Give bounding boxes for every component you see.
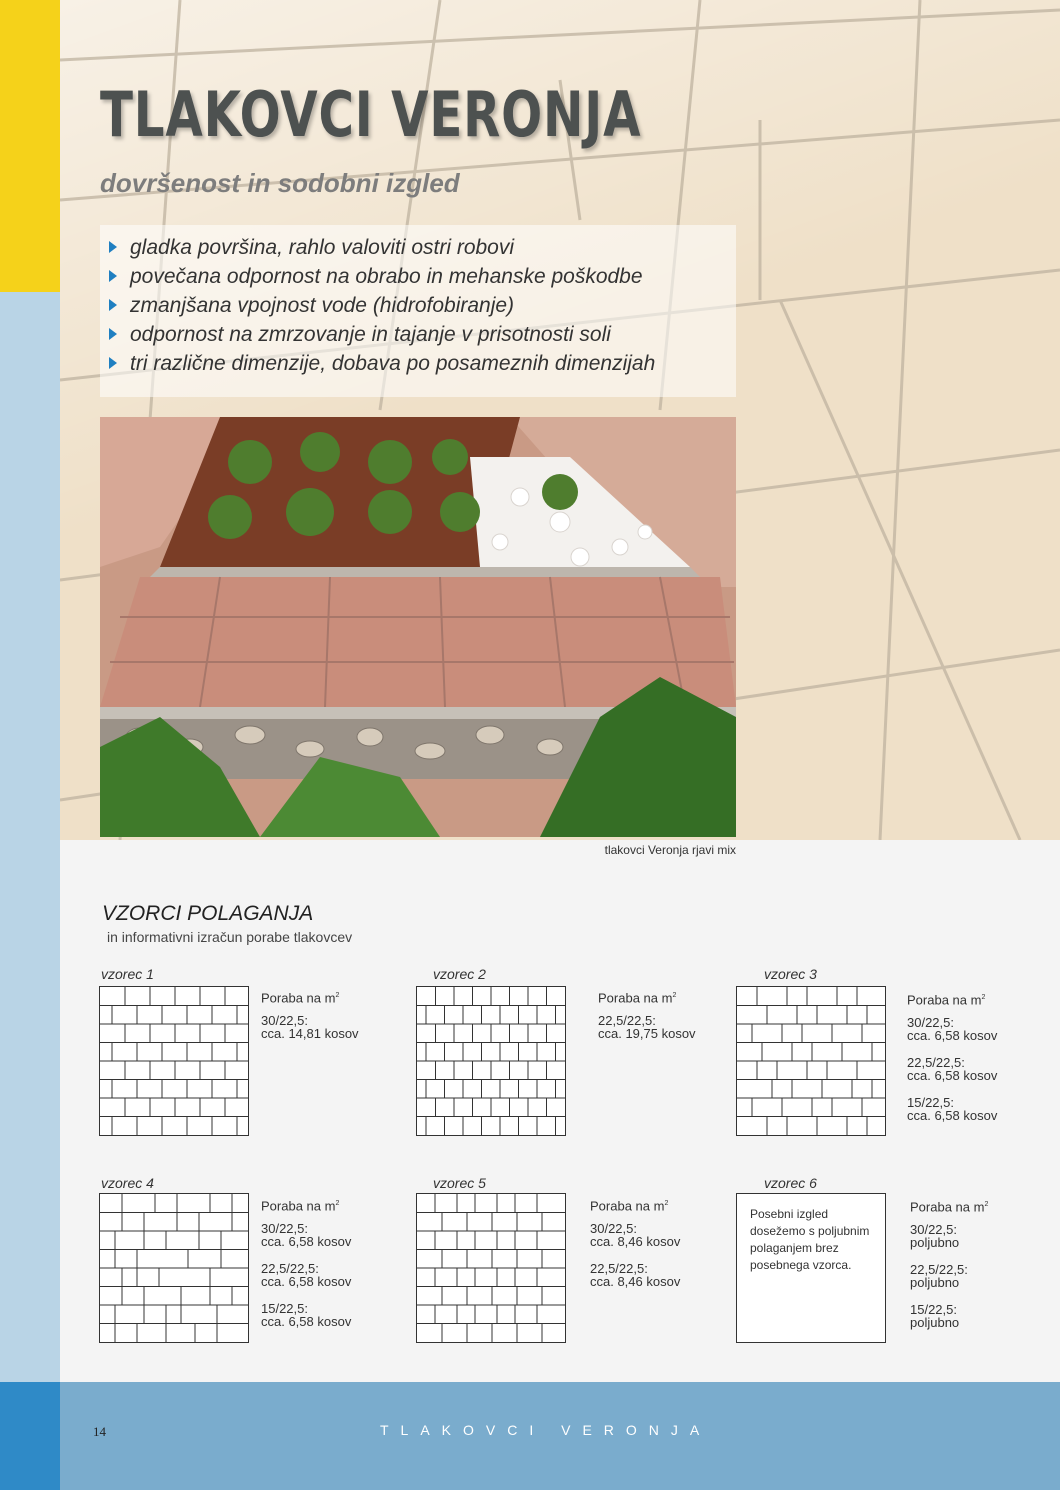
bullet-triangle-icon [109, 299, 117, 311]
pattern-3-info: Poraba na $m^2$ 30/22,5: cca. 6,58 kosov 22,5/22,5: cca. 6,58 kosov 15/22,5: cca. 6,58 kosov [907, 992, 998, 1124]
section-subtitle: in informativni izračun porabe tlakovcev [107, 929, 353, 945]
consumption-entry: 30/22,5: cca. 8,46 kosov [590, 1221, 681, 1250]
page-number: 14 [93, 1424, 106, 1439]
section-title: VZORCI POLAGANJA [102, 902, 314, 925]
side-stripe-blue [0, 292, 60, 1382]
pattern-5-diagram [416, 1193, 566, 1343]
feature-item: gladka površina, rahlo valoviti ostri robovi [106, 233, 736, 262]
pattern-4-label: vzorec 4 [101, 1175, 154, 1191]
page-subtitle: dovršenost in sodobni izgled [100, 168, 460, 198]
feature-list [100, 225, 736, 397]
consumption-entry: 30/22,5: cca. 6,58 kosov [907, 1015, 998, 1044]
footer-title: TLAKOVCI VERONJA [380, 1422, 712, 1438]
pattern-1-label: vzorec 1 [101, 966, 154, 982]
consumption-entry: 22,5/22,5: poljubno [910, 1262, 968, 1291]
pattern-3-diagram [736, 986, 886, 1136]
consumption-entry: 22,5/22,5: cca. 6,58 kosov [261, 1261, 352, 1290]
pattern-1-diagram [99, 986, 249, 1136]
bullet-triangle-icon [109, 328, 117, 340]
pattern-3-label: vzorec 3 [764, 966, 817, 982]
consumption-entry: 15/22,5: cca. 6,58 kosov [907, 1095, 998, 1124]
consumption-entry: 30/22,5: cca. 14,81 kosov [261, 1013, 359, 1042]
pattern-5-label: vzorec 5 [433, 1175, 486, 1191]
pattern-6-label: vzorec 6 [764, 1175, 817, 1191]
feature-item: zmanjšana vpojnost vode (hidrofobiranje) [106, 291, 736, 320]
consumption-entry: 30/22,5: poljubno [910, 1222, 960, 1251]
feature-item: povečana odpornost na obrabo in mehanske poškodbe [106, 262, 736, 291]
consumption-entry: 30/22,5: cca. 6,58 kosov [261, 1221, 352, 1250]
page-title: TLAKOVCI VERONJA [100, 78, 642, 151]
pattern-4-info: Poraba na $m^2$ 30/22,5: cca. 6,58 kosov 22,5/22,5: cca. 6,58 kosov 15/22,5: cca. 6,58 kosov [261, 1198, 352, 1330]
consumption-entry: 22,5/22,5: cca. 6,58 kosov [907, 1055, 998, 1084]
consumption-entry: 22,5/22,5: cca. 8,46 kosov [590, 1261, 681, 1290]
pattern-2-diagram [416, 986, 566, 1136]
photo-caption: tlakovci Veronja rjavi mix [604, 843, 736, 857]
pattern-2-label: vzorec 2 [433, 966, 486, 982]
pattern-6-note: Posebni izgled dosežemo s poljubnim polaganjem brez posebnega vzorca. [750, 1207, 870, 1272]
side-stripe-yellow [0, 0, 60, 292]
pattern-5-info: Poraba na $m^2$ 30/22,5: cca. 8,46 kosov 22,5/22,5: cca. 8,46 kosov [590, 1198, 681, 1290]
bullet-triangle-icon [109, 241, 117, 253]
feature-item: tri različne dimenzije, dobava po posameznih dimenzijah [106, 349, 736, 378]
consumption-entry: 15/22,5: cca. 6,58 kosov [261, 1301, 352, 1330]
bullet-triangle-icon [109, 270, 117, 282]
pattern-2-info: Poraba na $m^2$ 22,5/22,5: cca. 19,75 kosov [598, 990, 696, 1042]
pattern-4-diagram [99, 1193, 249, 1343]
pattern-1-info: Poraba na $m^2$ 30/22,5: cca. 14,81 kosov [261, 990, 359, 1042]
pattern-6-info: Poraba na $m^2$ 30/22,5: poljubno 22,5/22,5: poljubno 15/22,5: poljubno [910, 1199, 989, 1331]
side-stripe-dark-blue [0, 1382, 60, 1490]
consumption-entry: 22,5/22,5: cca. 19,75 kosov [598, 1013, 696, 1042]
bullet-triangle-icon [109, 357, 117, 369]
consumption-entry: 15/22,5: poljubno [910, 1302, 960, 1331]
garden-photo [100, 417, 736, 837]
feature-item: odpornost na zmrzovanje in tajanje v prisotnosti soli [106, 320, 736, 349]
